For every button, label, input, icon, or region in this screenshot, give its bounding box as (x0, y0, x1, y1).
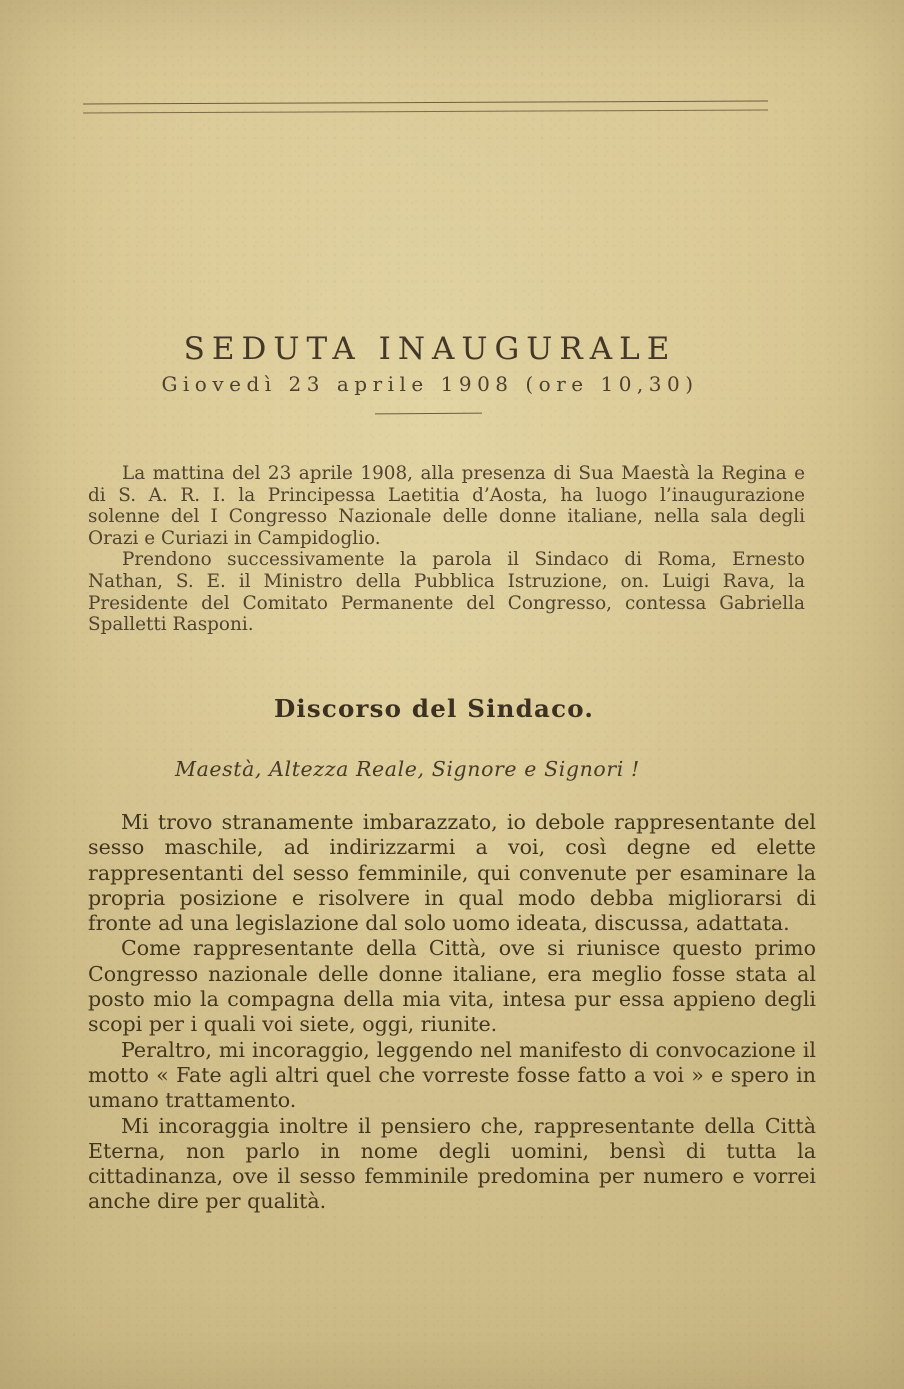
speech-body (88, 810, 816, 1215)
title-divider-rule (375, 413, 482, 415)
speech-paragraph: Come rappresentante della Città, ove si riunisce questo primo Congresso nazionale delle donne italiane, era meglio fosse stata al posto mio la compagna della mia vita, intesa pur essa appieno degli scopi per i quali voi siete, oggi, riunite. (88, 936, 816, 1037)
speech-paragraph: Peraltro, mi incoraggio, leggendo nel manifesto di convocazione il motto « Fate agli altri quel che vorreste fosse fatto a voi » e spero in umano trattamento. (88, 1037, 816, 1113)
session-date-subtitle: Giovedì 23 aprile 1908 (ore 10,30) (161, 372, 699, 396)
speech-paragraph: Mi incoraggia inoltre il pensiero che, rappresentante della Città Eterna, non parlo in nome degli uomini, bensì di tutta la cittadinanza, ove il sesso femminile predomina per numero e vorrei anche dire per qualità. (88, 1113, 816, 1214)
section-heading: Discorso del Sindaco. (273, 694, 595, 723)
session-intro (88, 463, 805, 636)
page-title: SEDUTA INAUGURALE (183, 331, 677, 367)
intro-paragraph: La mattina del 23 aprile 1908, alla presenza di Sua Maestà la Regina e di S. A. R. I. la Principessa Laetitia d’Aosta, ha luogo l’inaugurazione solenne del I Congresso Nazionale delle donne italiane, nella sala degli Orazi e Curiazi in Campidoglio. (88, 463, 805, 549)
speech-paragraph: Mi trovo stranamente imbarazzato, io debole rappresentante del sesso maschile, ad indirizzarmi a voi, così degne ed elette rappresentanti del sesso femminile, qui convenute per esaminare la propria posizione e risolvere in qual modo debba migliorarsi di fronte ad una legislazione dal solo uomo ideata, discussa, adattata. (88, 810, 816, 936)
intro-paragraph: Prendono successivamente la parola il Sindaco di Roma, Ernesto Nathan, S. E. il Ministro della Pubblica Istruzione, on. Luigi Rava, la Presidente del Comitato Permanente del Congresso, contessa Gabriella Spalletti Rasponi. (88, 549, 805, 636)
top-double-rule (83, 101, 768, 114)
speech-salutation: Maestà, Altezza Reale, Signore e Signori ! (175, 757, 640, 781)
